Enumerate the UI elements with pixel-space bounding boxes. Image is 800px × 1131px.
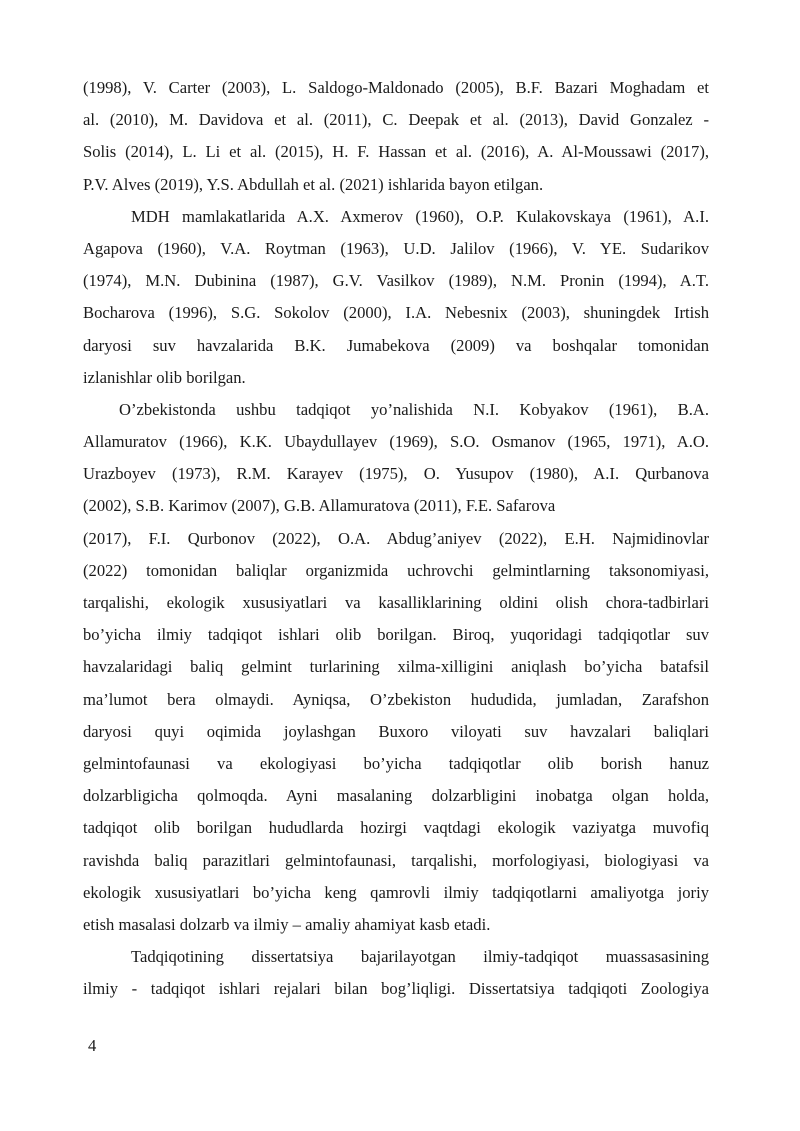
text-line: ekologik xususiyatlari bo’yicha keng qamrovli ilmiy tadqiqotlarni amaliyotga joriy [83,882,709,902]
paragraph-4 [83,941,709,1005]
text-line: MDH mamlakatlarida A.X. Axmerov (1960), O.P. Kulakovskaya (1961), A.I. [131,206,709,226]
text-line: havzalaridagi baliq gelmint turlarining xilma-xilligini aniqlash bo’yicha batafsil [83,657,709,677]
text-line: tarqalishi, ekologik xususiyatlari va kasalliklarining oldini olish chora-tadbirlari [83,593,709,612]
text-line: (2022) tomonidan baliqlar organizmida uchrovchi gelmintlarning taksonomiyasi, [83,560,709,580]
text-line: ravishda baliq parazitlari gelmintofaunasi, tarqalishi, morfologiyasi, biologiyasi va [83,850,709,870]
text-line: Urazboyev (1973), R.M. Karayev (1975), O. Yusupov (1980), A.I. Qurbanova [83,464,709,484]
text-line: Bocharova (1996), S.G. Sokolov (2000), I.A. Nebesnix (2003), shuningdek Irtish [83,303,709,323]
text-line: izlanishlar olib borilgan. [83,367,246,387]
text-line: (1974), M.N. Dubinina (1987), G.V. Vasilkov (1989), N.M. Pronin (1994), A.T. [83,271,709,291]
text-line: Solis (2014), L. Li et al. (2015), H. F. Hassan et al. (2016), A. Al-Moussawi (2017), [83,142,709,162]
text-line: daryosi quyi oqimida joylashgan Buxoro viloyati suv havzalari baliqlari [83,721,709,741]
paragraph-3 [83,394,709,941]
page-number: 4 [88,1036,97,1055]
text-line: (2017), F.I. Qurbonov (2022), O.A. Abdug’aniyev (2022), E.H. Najmidinovlar [83,528,709,548]
text-line: al. (2010), M. Davidova et al. (2011), C. Deepak et al. (2013), David Gonzalez - [83,110,709,130]
text-line: Agapova (1960), V.A. Roytman (1963), U.D. Jalilov (1966), V. YE. Sudarikov [83,238,709,258]
text-line: bo’yicha ilmiy tadqiqot ishlari olib borilgan. Biroq, yuqoridagi tadqiqotlar suv [83,625,709,645]
paragraph-2 [83,201,709,394]
text-line: Allamuratov (1966), K.K. Ubaydullayev (1969), S.O. Osmanov (1965, 1971), A.O. [83,432,709,452]
text-line: ma’lumot bera olmaydi. Ayniqsa, O’zbekiston hududida, jumladan, Zarafshon [83,689,709,709]
text-line: Tadqiqotining dissertatsiya bajarilayotgan ilmiy-tadqiqot muassasasining [131,947,709,967]
text-line: tadqiqot olib borilgan hududlarda hozirgi vaqtdagi ekologik vaziyatga muvofiq [83,818,709,838]
text-line: etish masalasi dolzarb va ilmiy – amaliy ahamiyat kasb etadi. [83,914,491,934]
text-line: O’zbekistonda ushbu tadqiqot yo’nalishida N.I. Kobyakov (1961), B.A. [119,399,709,419]
text-line: (1998), V. Carter (2003), L. Saldogo-Maldonado (2005), B.F. Bazari Moghadam et [83,78,709,97]
text-line: gelmintofaunasi va ekologiyasi bo’yicha tadqiqotlar olib borish hanuz [83,753,709,773]
text-line: ilmiy - tadqiqot ishlari rejalari bilan bog’liqligi. Dissertatsiya tadqiqoti Zoologiya [83,979,709,999]
document-body [83,72,709,1005]
text-line: daryosi suv havzalarida B.K. Jumabekova (2009) va boshqalar tomonidan [83,335,709,355]
paragraph-1 [83,72,709,201]
text-line: (2002), S.B. Karimov (2007), G.B. Allamuratova (2011), F.E. Safarova [83,496,556,516]
text-line: P.V. Alves (2019), Y.S. Abdullah et al. (2021) ishlarida bayon etilgan. [83,174,544,194]
text-line: dolzarbligicha qolmoqda. Ayni masalaning dolzarbligini inobatga olgan holda, [83,786,709,806]
